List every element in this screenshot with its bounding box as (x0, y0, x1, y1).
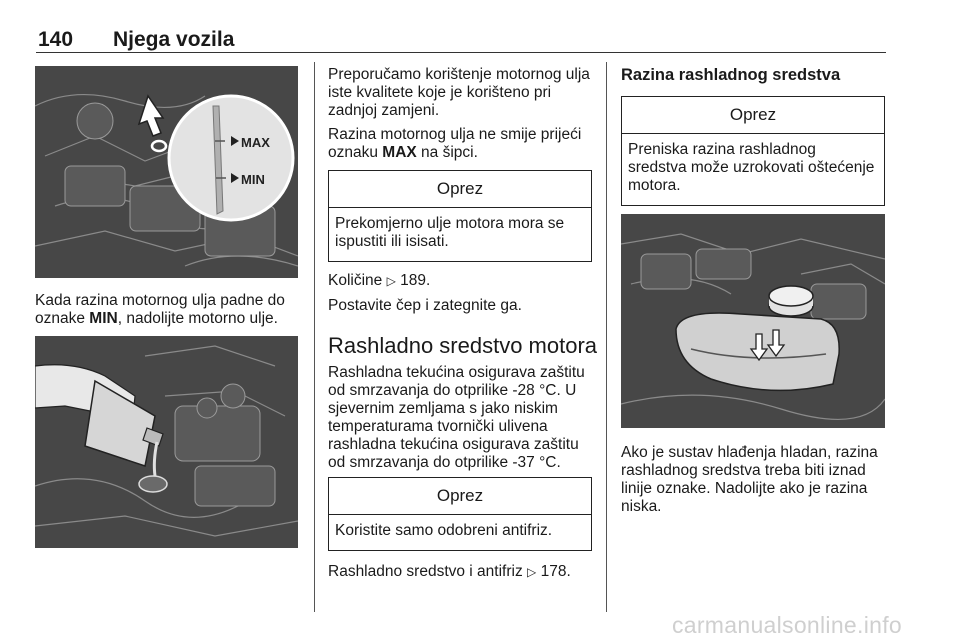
caution-body: Koristite samo odobreni antifriz. (335, 522, 553, 539)
dipstick-min-label: MIN (241, 172, 265, 187)
oil-quality-paragraph: Preporučamo korištenje motornog ulja iste kvalitete koje je korišteno pri zadnjoj zamjeni. (328, 66, 590, 119)
coolant-level-heading: Razina rashladnog sredstva (621, 66, 841, 84)
coolant-heading: Rashladno sredstvo motora (328, 333, 598, 358)
header-rule (36, 52, 886, 53)
page-number: 140 (38, 28, 74, 51)
caution-body: Preniska razina rashladnog sredstva može uzrokovati oštećenje motora. (628, 141, 875, 194)
quantities-reference: Količine ▷ 189. (328, 272, 431, 289)
dipstick-max-label: MAX (241, 135, 270, 150)
section-title: Njega vozila (113, 28, 235, 51)
watermark: carmanualsonline.info (671, 612, 902, 638)
coolant-reservoir-illustration (621, 214, 885, 428)
caution-body: Prekomjerno ulje motora mora se ispustiti ili isisati. (335, 215, 565, 250)
caution-box-overfill (328, 170, 592, 262)
caution-title: Oprez (329, 478, 591, 515)
coolant-level-paragraph: Ako je sustav hlađenja hladan, razina rashladnog sredstva treba biti iznad linije oznake. Nadolijte ako je razina niska. (621, 444, 878, 515)
cap-instruction: Postavite čep i zategnite ga. (328, 297, 522, 314)
oil-filling-illustration (35, 336, 298, 548)
caution-title: Oprez (622, 97, 884, 134)
coolant-paragraph: Rashladna tekućina osigurava zaštitu od smrzavanja do otprilike -28 °C. U sjevernim zemljama s jako niskim temperaturama tvornički ulivena rashladna tekućina osigurava zaštitu od smrzavanja do otprilike -37 °C. (328, 364, 585, 471)
column-divider-1 (314, 62, 315, 612)
column-divider-2 (606, 62, 607, 612)
oil-max-paragraph: Razina motornog ulja ne smije prijeći oznaku MAX na šipci. (328, 126, 582, 161)
reference-arrow-icon: ▷ (527, 565, 537, 579)
caution-title: Oprez (329, 171, 591, 208)
reference-arrow-icon: ▷ (386, 274, 396, 288)
dipstick-illustration (35, 66, 298, 278)
caution-box-antifreeze (328, 477, 592, 551)
caution-box-low-coolant (621, 96, 885, 206)
dipstick-caption: Kada razina motornog ulja padne do oznake MIN, nadolijte motorno ulje. (35, 292, 285, 327)
antifreeze-reference: Rashladno sredstvo i antifriz ▷ 178. (328, 563, 571, 580)
